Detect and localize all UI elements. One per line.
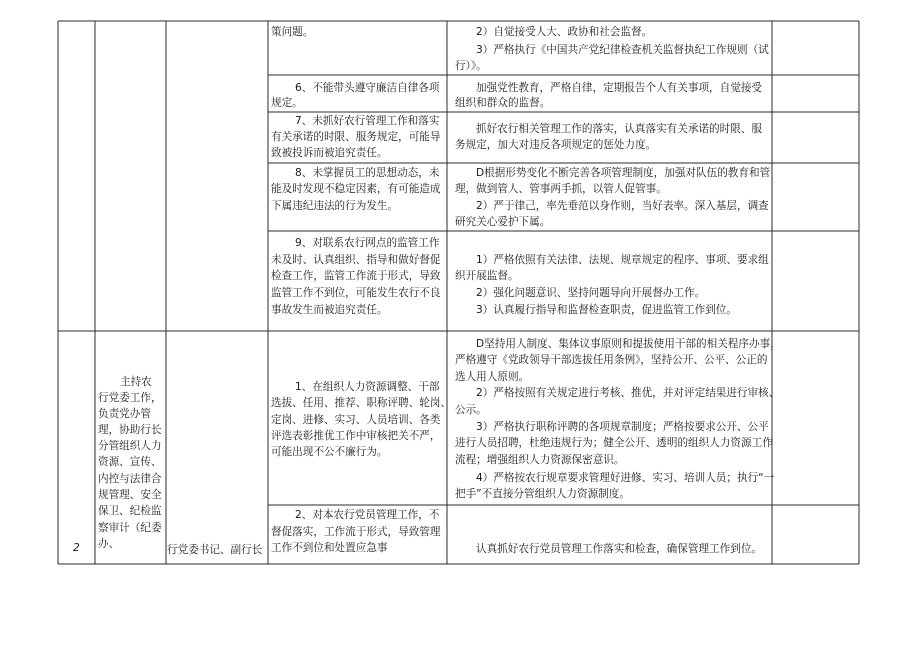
measure-line: D根据形势变化不断完善各项管理制度，加强对队伍的教育和管 <box>476 167 771 179</box>
measure-line: 认真抓好农行党员管理工作落实和检查，确保管理工作到位。 <box>476 543 763 555</box>
duty-line: 理，协助行长 <box>98 424 162 436</box>
measure-line: 2）严于律己，率先垂范以身作则，当好表率。深入基层，调查 <box>476 200 769 212</box>
risk-line: 选拔、任用、推荐、职称评聘、轮岗、 <box>271 397 452 409</box>
duty-line: 行党委工作， <box>98 392 162 404</box>
risk-line: 检查工作，监管工作流于形式，导致 <box>271 270 441 282</box>
measure-line: 3）认真履行指导和监督检查职责，促进监管工作到位。 <box>476 304 737 316</box>
position-text: 行党委书记、副行长 <box>167 544 263 556</box>
risk-line: 定岗、进修、实习、人员培训、各类 <box>271 414 441 426</box>
measure-line: 组织和群众的监督。 <box>455 97 551 109</box>
risk-line: 可能出现不公不廉行为。 <box>271 446 388 458</box>
measure-line: 2）自觉接受人大、政协和社会监督。 <box>476 26 653 38</box>
risk-line: 工作不到位和处置应急事 <box>271 542 388 554</box>
risk-line: 未及时、认真组织、指导和做好督促 <box>271 254 441 266</box>
measure-line: 织开展监督。 <box>455 270 519 282</box>
measure-line: 1）严格依照有关法律、法规、规章规定的程序、事项、要求组 <box>476 254 769 266</box>
risk-line: 监管工作不到位，可能发生农行不良 <box>271 287 441 299</box>
measure-line: 严格遵守《党政领导干部选拔任用条例》，坚持公开、公平、公正的 <box>455 354 768 366</box>
risk-line: 有关承诺的时限、服务规定，可能导 <box>271 131 441 143</box>
risk-line: 评选表彰推优工作中审核把关不严， <box>271 430 441 442</box>
duty-line: 办、 <box>98 538 120 550</box>
measure-line: 2）严格按照有关规定进行考核、推优，并对评定结果进行审核、 <box>476 387 780 399</box>
risk-line: 9、对联系农行网点的监管工作 <box>295 237 440 249</box>
measure-line: 2）强化问题意识、坚持问题导向开展督办工作。 <box>476 287 706 299</box>
risk-line: 督促落实，工作流于形式，导致管理 <box>271 526 441 538</box>
risk-line: 1、在组织人力资源调整、干部 <box>295 381 440 393</box>
risk-line: 规定。 <box>271 97 303 109</box>
risk-line: 8、未掌握员工的思想动态，未 <box>295 167 440 179</box>
risk-line: 致被投诉而被追究责任。 <box>271 147 388 159</box>
measure-line: 抓好农行相关管理工作的落实，认真落实有关承诺的时限、服 <box>476 123 763 135</box>
measure-line: 理，做到管人、管事两手抓，以管人促管事。 <box>455 183 667 195</box>
duty-line: 分管组织人力 <box>98 440 162 452</box>
duty-line: 资源、宣传、 <box>98 456 162 468</box>
measure-line: 把手”不直接分管组织人力资源制度。 <box>455 488 630 500</box>
risk-line: 事故发生而被追究责任。 <box>271 304 388 316</box>
risk-line: 能及时发现不稳定因素，有可能造成 <box>271 183 441 195</box>
duty-line: 负责党办管 <box>98 408 151 420</box>
measure-line: 进行人员招聘，杜绝违规行为；健全公开、透明的组织人力资源工作 <box>455 437 773 449</box>
risk-line: 6、不能带头遵守廉洁自律各项 <box>295 82 440 94</box>
duty-line: 保卫、纪检监 <box>98 505 162 517</box>
risk-line: 7、未抓好农行管理工作和落实 <box>295 115 440 127</box>
measure-line: 公示。 <box>455 404 487 416</box>
measure-line: 3）严格执行职称评聘的各项规章制度；严格按要求公开、公平 <box>476 421 769 433</box>
measure-line: D坚持用人制度、集体议事原则和提拔使用干部的相关程序办事， <box>476 338 781 350</box>
measure-line: 加强党性教育，严格自律，定期报告个人有关事项，自觉接受 <box>476 82 763 94</box>
duty-line: 主持农 <box>120 376 152 388</box>
row-number: 2 <box>73 542 80 554</box>
measure-line: 选人用人原则。 <box>455 371 530 383</box>
duty-line: 内控与法律合 <box>98 473 162 485</box>
risk-line: 下属违纪违法的行为发生。 <box>271 200 399 212</box>
measure-line: 务规定，加大对违反各项规定的惩处力度。 <box>455 139 657 151</box>
measure-line: 研究关心爱护下属。 <box>455 216 551 228</box>
measure-line: 行）》。 <box>455 60 487 72</box>
risk-line: 2、对本农行党员管理工作，不 <box>295 509 440 521</box>
risk-text-row1: 策问题。 <box>271 26 314 38</box>
duty-line: 察审计（纪委 <box>98 522 162 534</box>
measure-line: 流程；增强组织人力资源保密意识。 <box>455 454 625 466</box>
duty-line: 规管理、安全 <box>98 489 162 501</box>
measure-line: 3）严格执行《中国共产党纪律检查机关监督执纪工作规则（试 <box>476 44 769 56</box>
measure-line: 4）严格按农行规章要求管理好进修、实习、培训人员；执行“一 <box>476 472 775 484</box>
